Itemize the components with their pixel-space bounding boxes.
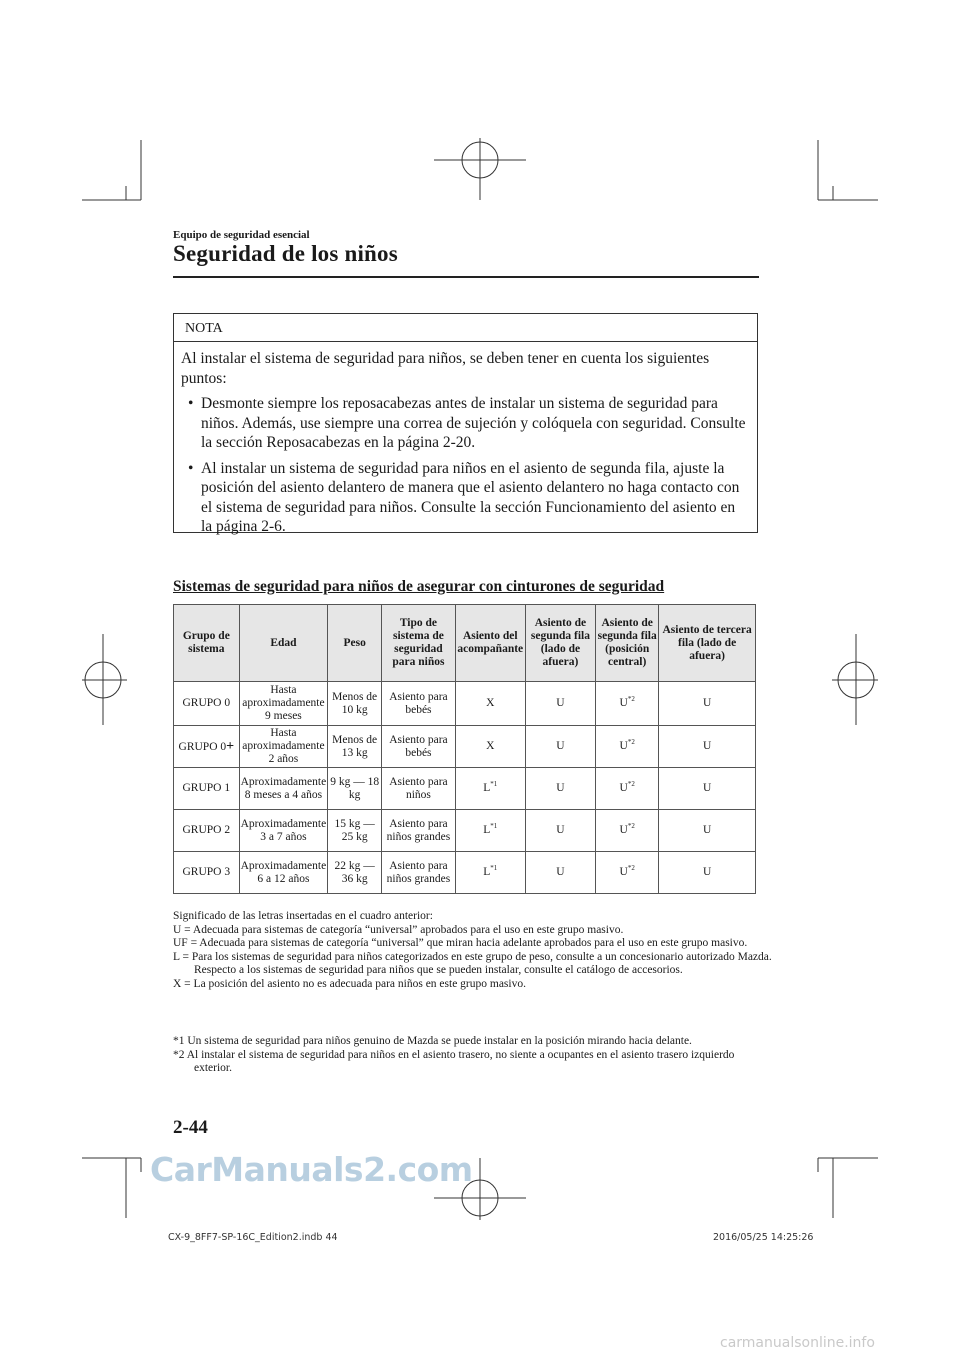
footer-timestamp: 2016/05/25 14:25:26 (713, 1232, 814, 1243)
note-bullet (181, 394, 747, 453)
footnote-ref: *1 (490, 780, 498, 789)
weight-cell: 22 kg — 36 kg (328, 852, 382, 894)
second-row-center-cell: $U^{*2}$ (596, 810, 659, 852)
column-header: Asiento de segunda fila (posición central) (596, 605, 659, 682)
plus-icon: + (226, 738, 235, 754)
legend-u: U = Adecuada para sistemas de categoría “universal” aprobados para el uso en este grupo masivo. (173, 923, 624, 936)
footer-file-name: CX-9_8FF7-SP-16C_Edition2.indb 44 (168, 1232, 338, 1243)
footnote-ref: *2 (627, 695, 635, 704)
source-watermark: carmanualsonline.info (720, 1335, 875, 1351)
weight-cell: 9 kg — 18 kg (328, 768, 382, 810)
group-cell: GRUPO 0 (174, 682, 240, 726)
legend-uf: UF = Adecuada para sistemas de categoría “universal” que miran hacia adelante aprobados para el uso en este grupo masivo. (173, 937, 748, 949)
second-row-outer-cell: U (525, 768, 595, 810)
weight-cell: Menos de 10 kg (328, 682, 382, 726)
age-cell: Aproximadamente 3 a 7 años (239, 810, 328, 852)
second-row-outer-cell: U (525, 726, 595, 768)
front-seat-cell: X (455, 726, 525, 768)
note-body (174, 342, 757, 537)
type-cell: Asiento para bebés (382, 726, 456, 768)
weight-cell: Menos de 13 kg (328, 726, 382, 768)
bullet-icon: • (188, 459, 194, 477)
footnote-ref: *2 (627, 738, 635, 747)
table-row (174, 726, 756, 768)
column-header: Asiento de segunda fila (lado de afuera) (525, 605, 595, 682)
section-label: Equipo de seguridad esencial (173, 229, 310, 241)
table-row (174, 682, 756, 726)
table-heading: Sistemas de seguridad para niños de asegurar con cinturones de seguridad (173, 578, 665, 595)
age-cell: Aproximadamente 6 a 12 años (239, 852, 328, 894)
group-cell: GRUPO 0+ (174, 726, 240, 768)
front-seat-cell: $L^{*1}$ (455, 768, 525, 810)
column-header: Edad (239, 605, 328, 682)
third-row-outer-cell: U (659, 726, 756, 768)
front-seat-cell: $L^{*1}$ (455, 810, 525, 852)
column-header: Asiento de tercera fila (lado de afuera) (659, 605, 756, 682)
type-cell: Asiento para bebés (382, 682, 456, 726)
note-bullet-text: Al instalar un sistema de seguridad para niños en el asiento de segunda fila, ajuste la posición del asiento delantero de manera que el asiento delantero no haga contacto con el sistema de seguridad para niños. Consulte la sección Funcionamiento del asiento en la página 2-6. (201, 459, 740, 535)
third-row-outer-cell: U (659, 852, 756, 894)
front-seat-cell: $L^{*1}$ (455, 852, 525, 894)
group-cell: GRUPO 2 (174, 810, 240, 852)
footnotes (173, 1035, 773, 1076)
second-row-center-cell: $U^{*2}$ (596, 852, 659, 894)
second-row-outer-cell: U (525, 810, 595, 852)
group-cell: GRUPO 1 (174, 768, 240, 810)
type-cell: Asiento para niños grandes (382, 852, 456, 894)
note-bullet (181, 459, 747, 537)
table-legend (173, 910, 773, 991)
footnote: *1 Un sistema de seguridad para niños genuino de Mazda se puede instalar en la posición mirando hacia delante. (173, 1035, 692, 1047)
bullet-icon: • (188, 395, 194, 412)
note-intro: Al instalar el sistema de seguridad para niños, se deben tener en cuenta los siguientes puntos: (181, 350, 710, 387)
legend-l: L = Para los sistemas de seguridad para niños categorizados en este grupo de peso, consulte a un concesionario autorizado Mazda. Respecto a los sistemas de seguridad para niños que se pueden instalar, consulte el catálogo de accesorios. (173, 950, 772, 976)
group-cell: GRUPO 3 (174, 852, 240, 894)
type-cell: Asiento para niños grandes (382, 810, 456, 852)
age-cell: Aproximadamente 8 meses a 4 años (239, 768, 328, 810)
footnote: *2 Al instalar el sistema de seguridad para niños en el asiento trasero, no siente a ocupantes en el asiento trasero izquierdo exterior. (173, 1048, 735, 1074)
footnote-ref: *2 (627, 864, 635, 873)
third-row-outer-cell: U (659, 768, 756, 810)
second-row-outer-cell: U (525, 682, 595, 726)
footnote-ref: *2 (627, 780, 635, 789)
footnote-ref: *2 (627, 822, 635, 831)
watermark-logo: CarManuals2.com (150, 1150, 473, 1189)
legend-intro: Significado de las letras insertadas en el cuadro anterior: (173, 910, 433, 922)
second-row-center-cell: $U^{*2}$ (596, 768, 659, 810)
title-divider (173, 276, 759, 278)
second-row-outer-cell: U (525, 852, 595, 894)
page-title: Seguridad de los niños (173, 241, 398, 266)
column-header: Peso (328, 605, 382, 682)
front-seat-cell: X (455, 682, 525, 726)
child-seat-table (173, 604, 756, 894)
third-row-outer-cell: U (659, 810, 756, 852)
third-row-outer-cell: U (659, 682, 756, 726)
table-header-row (174, 605, 756, 682)
column-header: Tipo de sistema de seguridad para niños (382, 605, 456, 682)
second-row-center-cell: $U^{*2}$ (596, 682, 659, 726)
note-bullet-text: Desmonte siempre los reposacabezas antes de instalar un sistema de seguridad para niños. Además, use siempre una correa de sujeción y colóquela con seguridad. Consulte la sección Reposacabezas en la página 2-20. (201, 395, 746, 451)
weight-cell: 15 kg — 25 kg (328, 810, 382, 852)
column-header: Grupo de sistema (174, 605, 240, 682)
table-row (174, 810, 756, 852)
column-header: Asiento del acompañante (455, 605, 525, 682)
age-cell: Hasta aproximadamente 9 meses (239, 682, 328, 726)
footnote-ref: *1 (490, 864, 498, 873)
type-cell: Asiento para niños (382, 768, 456, 810)
note-box (173, 313, 758, 533)
table-row (174, 768, 756, 810)
table-row (174, 852, 756, 894)
age-cell: Hasta aproximadamente 2 años (239, 726, 328, 768)
page-number: 2-44 (173, 1117, 208, 1138)
note-heading: NOTA (174, 314, 757, 342)
footnote-ref: *1 (490, 822, 498, 831)
legend-x: X = La posición del asiento no es adecuada para niños en este grupo masivo. (173, 977, 526, 990)
second-row-center-cell: $U^{*2}$ (596, 726, 659, 768)
